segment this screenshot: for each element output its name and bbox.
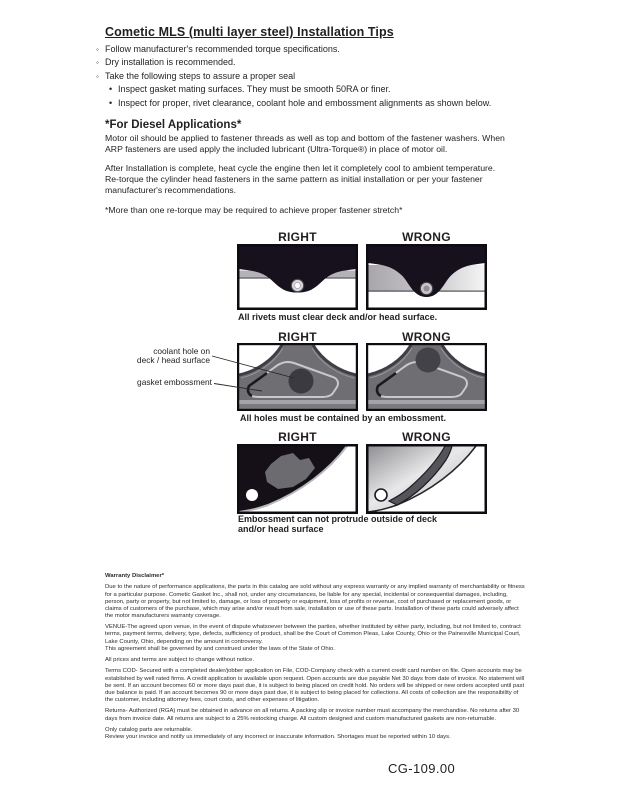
- diesel-paragraph-2: After Installation is complete, heat cycle the engine then let it completely cool to ambient temperature. Re-torque the cylinder head fasteners in the same pattern as initial installation or per your fastener manufacturer's recommendations.: [105, 163, 496, 195]
- prices-line: All prices and terms are subject to change without notice.: [105, 657, 254, 664]
- gasket-embossment-callout: gasket embossment: [137, 377, 212, 387]
- list-item-text: Follow manufacturer's recommended torque specifications.: [105, 44, 340, 54]
- list-item-text: Take the following steps to assure a proper seal: [105, 70, 296, 81]
- list-item: [96, 70, 516, 83]
- wrong-label-row2: WRONG: [402, 330, 451, 344]
- diagram-rivet-right: [237, 244, 358, 310]
- terms-paragraph: Terms COD- Secured with a completed dealer/jobber application on File, COD-Company check with a current credit card number on file. Open accounts may be established by well rated firms. A credit application is available upon request. Open accounts are due payable Net 30 days from date of invoice. No statement will be sent. If an account becomes 60 or more days past due, it is subject to being placed on credit hold. No orders will be shipped or new orders accepted until past due balance is paid. If an account becomes 90 or more days past due, it is subject to being placed for collections. All costs of collection are the responsibility of the customer, including attorney fees, court costs, and other expenses of litigation.: [105, 668, 525, 704]
- warranty-heading: Warranty Disclaimer*: [105, 573, 165, 579]
- retorque-note: *More than one re-torque may be required to achieve proper fastener stretch*: [105, 205, 403, 215]
- page-code: CG-109.00: [388, 761, 456, 776]
- bolt-hole: [246, 489, 258, 501]
- callout-text: coolant hole on: [153, 346, 210, 356]
- page-title: Cometic MLS (multi layer steel) Installation Tips: [105, 25, 394, 39]
- caption-row3: [238, 515, 468, 534]
- agreement-line: This agreement shall be governed by and construed under the laws of the State of Ohio.: [105, 645, 335, 652]
- only-catalog-line: Only catalog parts are returnable.: [105, 726, 193, 733]
- list-item: [96, 56, 516, 69]
- coolant-hole: [289, 369, 314, 394]
- diagram-embossment-right: [237, 343, 358, 411]
- list-item-text: Inspect gasket mating surfaces. They must be smooth 50RA or finer.: [118, 84, 391, 95]
- diagram-rivet-wrong: [366, 244, 487, 310]
- coolant-hole: [416, 348, 441, 373]
- caption-row1: All rivets must clear deck and/or head surface.: [238, 312, 438, 322]
- right-label-row2: RIGHT: [278, 330, 317, 344]
- caption-text: Embossment can not protrude outside of deck: [238, 514, 438, 524]
- list-item-text: Dry installation is recommended.: [105, 57, 236, 68]
- bolt-hole: [375, 489, 387, 501]
- diagram-protrusion-wrong: [366, 444, 487, 514]
- diagram-embossment-wrong: [366, 343, 487, 411]
- venue-paragraph: VENUE-The agreed upon venue, in the event of dispute whatsoever between the parties, whether instituted by either party, including, but not limited to, contract terms, payment terms, delivery, type, defects, sufficiency of product, shall be the Court of Common Pleas, Lake County, Ohio or the Painesville Municipal Court, Lake County, Ohio, depending on the amount in controversy.: [105, 624, 521, 645]
- returns-paragraph: Returns- Authorized (RGA) must be obtained in advance on all returns. A packing slip or invoice number must accompany the merchandise. No returns after 30 days from invoice date. All returns are subject to a 25% restocking charge. All custom designed and custom manufactured gaskets are non-returnable.: [105, 708, 520, 722]
- list-item: [109, 97, 516, 110]
- diesel-paragraph-1: Motor oil should be applied to fastener threads as well as top and bottom of the fastener washers. When ARP fasteners are used apply the included lubricant (Ultra-Torque®) in place of motor oil.: [105, 133, 505, 154]
- list-item: [109, 83, 516, 96]
- list-item-text: Inspect for proper, rivet clearance, coolant hole and embossment alignments as shown below.: [118, 97, 492, 108]
- installation-tips-list: [96, 43, 516, 110]
- diagram-protrusion-right: [237, 444, 358, 514]
- wrong-label-row3: WRONG: [402, 430, 451, 444]
- coolant-hole-callout: [108, 347, 210, 366]
- wrong-label-row1: WRONG: [402, 230, 451, 244]
- caption-text: and/or head surface: [238, 523, 324, 534]
- diesel-applications-heading: *For Diesel Applications*: [105, 119, 242, 131]
- caption-row2: All holes must be contained by an embossment.: [240, 413, 447, 423]
- warranty-paragraph: Due to the nature of performance applications, the parts in this catalog are sold without any express warranty or any implied warranty of merchantability or fitness for a particular purpose. Cometic Gasket Inc., shall not, under any circumstances, be liable for any special, incidental or consequential damages, including, person, party or property, but not limited to, damage, or loss of property or equipment, loss of profits or revenue, cost of purchased or replacement goods, or claims of customers of the purchase, which may arise and/or result from sale, installation or use of these parts. Installation of these parts could adversely affect the motor manufacturers warranty coverage.: [105, 584, 525, 619]
- list-item: [96, 43, 516, 56]
- right-label-row1: RIGHT: [278, 230, 317, 244]
- right-label-row3: RIGHT: [278, 430, 317, 444]
- review-invoice-line: Review your invoice and notify us immediately of any incorrect or inaccurate information. Shortages must be reported within 10 days.: [105, 734, 451, 741]
- warranty-disclaimer: [105, 573, 525, 745]
- callout-text: deck / head surface: [136, 355, 210, 366]
